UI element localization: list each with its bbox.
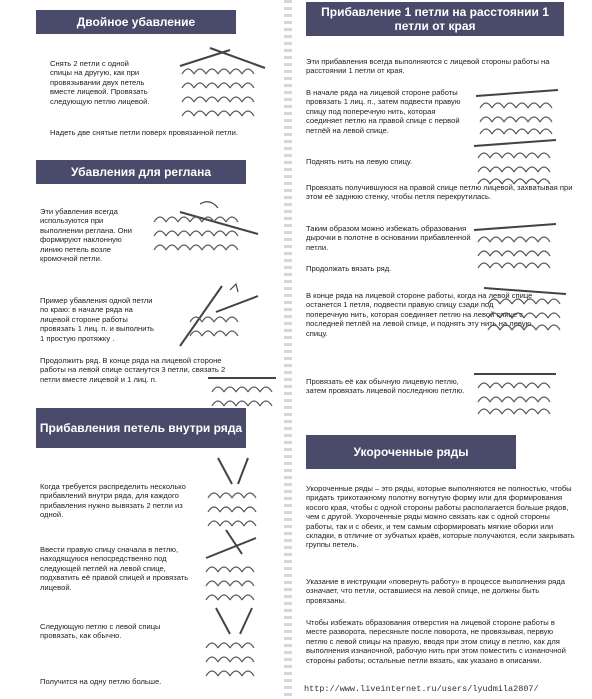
column-divider bbox=[284, 0, 292, 699]
double-decrease-step-1: Снять 2 петли с одной спицы на другую, как при провязывании двух петель вместе лицевой. Провязать следующую петлю лицевой. bbox=[50, 59, 150, 106]
left-column bbox=[0, 0, 283, 699]
increase-step-1: Ввести правую спицу сначала в петлю, находящуюся непосредственно под следующей петлёй на левой спице, подхватить её правой спицей и провязать лицевой. bbox=[40, 545, 189, 592]
raglan-decrease-intro: Эти убавления всегда используются при выполнении реглана. Они формируют наклонную линию петель возле кромочной петли. bbox=[40, 207, 132, 264]
knitting-illustration bbox=[208, 370, 278, 412]
knitting-illustration bbox=[482, 282, 568, 332]
raglan-decrease-example: Пример убавления одной петли по краю: в начале ряда на лицевой стороне работы провязать 1 лиц. п. и выполнить 1 простую протяжку . bbox=[40, 296, 154, 343]
knitting-illustration bbox=[196, 604, 270, 680]
knitting-illustration bbox=[474, 86, 560, 136]
edge-increase-continue: Продолжать вязать ряд. bbox=[306, 264, 392, 273]
section-title-raglan-decrease: Убавления для реглана bbox=[36, 160, 246, 184]
section-title-double-decrease: Двойное убавление bbox=[36, 10, 236, 34]
knitting-illustration bbox=[472, 136, 558, 186]
increase-result: Получится на одну петлю больше. bbox=[40, 677, 162, 686]
knitting-illustration bbox=[160, 282, 260, 348]
short-rows-intro: Укороченные ряды – это ряды, которые выполняются не полностью, чтобы придать трикотажному полотну вогнутую форму или для формирования косого края, чтобы с одной стороны работы располагается больше рядов, чем с другой. Укороченные ряды можно связать как с одной стороны работы, так и с обеих, и тем самым сформировать мягкие оборки или складки, в отличие от зубчатых краёв, которые получаются, если закрывать группы петель. bbox=[306, 484, 575, 550]
edge-increase-step-2: Поднять нить на левую спицу. bbox=[306, 157, 413, 166]
raglan-decrease-continue: Продолжить ряд. В конце ряда на лицевой стороне работы на левой спице останутся 3 петли, связать 2 петли вместе лицевой и 1 лиц. п. bbox=[40, 356, 226, 384]
edge-increase-step-1: В начале ряда на лицевой стороне работы провязать 1 лиц. п., затем подвести правую спицу под поперечную нить, которая соединяет петлю на правой спице с первой петлёй на левой спице. bbox=[306, 88, 461, 135]
short-rows-hole-note: Чтобы избежать образования отверстия на лицевой стороне работы в месте разворота, пересяньте после поворота, не провязывая, первую петлю с левой спицы на правую, вводя при этом спицу в петлю, как для выполнения изнаночной, рабочую нить при этом поместить с изнаночной стороны работы; остальные петли вязать, как указано в описании. bbox=[306, 618, 566, 665]
knitting-illustration bbox=[472, 366, 558, 416]
knitting-illustration bbox=[472, 220, 558, 270]
increase-intro: Когда требуется распределить несколько прибавлений внутри ряда, для каждого прибавления нужно вывязать 2 петли из одной. bbox=[40, 482, 186, 520]
knitting-illustration bbox=[170, 44, 270, 120]
section-title-increases-in-row: Прибавления петель внутри ряда bbox=[36, 408, 246, 448]
knitting-illustration bbox=[196, 528, 270, 604]
section-title-short-rows: Укороченные ряды bbox=[306, 435, 516, 469]
edge-increase-intro: Эти прибавления всегда выполняются с лицевой стороны работы на расстоянии 1 петли от края. bbox=[306, 57, 550, 76]
edge-increase-finish: Провязать её как обычную лицевую петлю, затем провязать лицевой последнюю петлю. bbox=[306, 377, 465, 396]
edge-increase-step-3: Провязать получившуюся на правой спице петлю лицевой, захватывая при этом её заднюю стенку, чтобы петля перекрутилась. bbox=[306, 183, 573, 202]
short-rows-turn-note: Указание в инструкции «повернуть работу» в процессе выполнения ряда означает, что петли, оставшиеся на левой спице, не должны быть провязаны. bbox=[306, 577, 565, 605]
section-title-edge-increase: Прибавление 1 петли на расстоянии 1 петли от края bbox=[306, 2, 564, 36]
right-column bbox=[292, 0, 592, 699]
knitting-illustration bbox=[198, 454, 268, 530]
double-decrease-step-2: Надеть две снятые петли поверх провязанной петли. bbox=[50, 128, 238, 137]
increase-step-2: Следующую петлю с левой спицы провязать, как обычно. bbox=[40, 622, 161, 641]
source-watermark: http://www.liveinternet.ru/users/lyudmila2807/ bbox=[304, 684, 539, 694]
edge-increase-end-of-row: В конце ряда на лицевой стороне работы, когда на левой спице останется 1 петля, подвести правую спицу сзади под поперечную нить, которая соединяет петлю на левой спице с последней петлёй на левой спице, и поднять эту нить на левую спицу. bbox=[306, 291, 533, 338]
knitting-illustration bbox=[150, 198, 260, 260]
edge-increase-note: Таким образом можно избежать образования дырочки в полотне в основании прибавленной петли. bbox=[306, 224, 471, 252]
